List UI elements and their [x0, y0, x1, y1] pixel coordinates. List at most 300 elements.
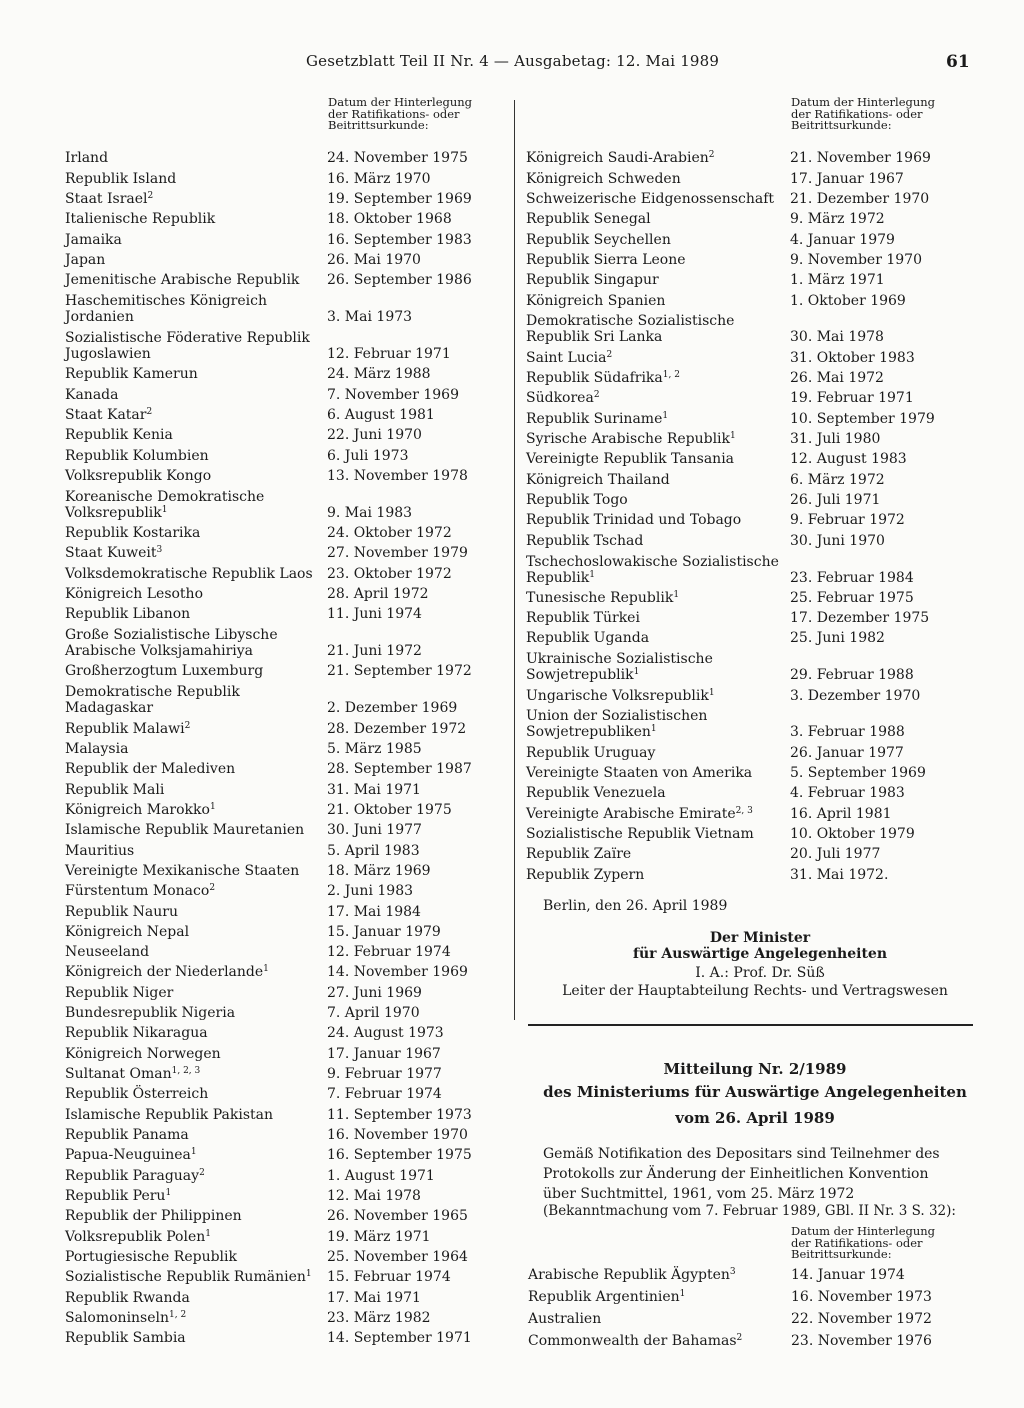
party-name: Vereinigte Arabische Emirate$^{2, 3}$ [526, 805, 753, 822]
footnote-marker: 1 [650, 724, 657, 735]
party-name: Republik Sambia [65, 1330, 186, 1347]
footnote-marker: 2 [736, 1333, 743, 1343]
deposit-date: 16. April 1981 [790, 805, 892, 822]
list-item [65, 1287, 505, 1307]
party-name: Vereinigte Mexikanische Staaten [65, 862, 300, 879]
party-name: Koreanische Demokratische Volksrepublik$^1$ [65, 488, 265, 521]
party-name: Japan [65, 251, 106, 268]
deposit-date: 19. März 1971 [327, 1228, 431, 1245]
deposit-date: 13. November 1978 [327, 467, 468, 484]
notice-body-line: über Suchtmittel, 1961, vom 25. März 1972 [543, 1186, 855, 1202]
notice-column-header: Datum der Hinterlegung der Ratifikations- oder Beitrittsurkunde: [791, 1224, 936, 1261]
list-item [65, 1308, 505, 1328]
list-item [526, 270, 986, 290]
list-item [526, 551, 986, 588]
list-item [526, 706, 986, 743]
party-name: Republik Kostarika [65, 524, 201, 541]
party-name: Australien [528, 1311, 602, 1327]
list-item [65, 445, 505, 465]
footnote-marker: 1 [209, 801, 216, 812]
party-name: Königreich Norwegen [65, 1045, 221, 1062]
deposit-date: 11. September 1973 [327, 1106, 472, 1123]
party-name: Sozialistische Republik Vietnam [526, 826, 754, 843]
party-name: Ungarische Volksrepublik$^1$ [526, 687, 715, 704]
footnote-marker: 1, 2, 3 [171, 1066, 201, 1077]
party-name: Republik Kenia [65, 427, 173, 444]
party-name: Malaysia [65, 740, 129, 757]
party-name: Republik Uruguay [526, 744, 656, 761]
list-item [65, 1125, 505, 1145]
list-item [65, 229, 505, 249]
deposit-date: 18. Oktober 1968 [327, 211, 452, 228]
deposit-date: 9. Februar 1977 [327, 1066, 442, 1083]
party-name: Republik Niger [65, 984, 174, 1001]
deposit-date: 24. November 1975 [327, 150, 468, 167]
list-item [65, 1003, 505, 1023]
list-item [526, 449, 986, 469]
deposit-date: 1. Oktober 1969 [790, 292, 906, 309]
list-item [65, 1084, 505, 1104]
deposit-date: 31. Juli 1980 [790, 431, 881, 448]
party-name: Königreich Thailand [526, 471, 670, 488]
signatory-function: Leiter der Hauptabteilung Rechts- und Vertragswesen [562, 983, 948, 999]
deposit-date: 25. November 1964 [327, 1249, 468, 1266]
party-name: Bundesrepublik Nigeria [65, 1005, 236, 1022]
list-item [526, 311, 986, 348]
deposit-date: 21. November 1969 [790, 150, 931, 167]
list-item [65, 327, 505, 364]
party-name: Republik Seychellen [526, 231, 671, 248]
notice-body-line: Protokolls zur Änderung der Einheitlichen Konvention [543, 1166, 929, 1182]
party-name: Volksdemokratische Republik Laos [65, 565, 313, 582]
party-name: Staat Israel$^2$ [65, 190, 154, 207]
list-item [65, 800, 505, 820]
notice-date: vom 26. April 1989 [675, 1109, 835, 1127]
page-number: 61 [946, 52, 970, 72]
party-name: Republik Mali [65, 781, 165, 798]
party-name: Republik Panama [65, 1127, 189, 1144]
party-name: Tschechoslowakische Sozialistische Republik$^1$ [526, 553, 779, 586]
signatory-name: I. A.: Prof. Dr. Süß [695, 965, 825, 981]
deposit-date: 1. März 1971 [790, 272, 885, 289]
place-date: Berlin, den 26. April 1989 [543, 898, 728, 914]
notice-country-list [528, 1263, 978, 1351]
list-item [526, 864, 986, 884]
footnote-marker: 3 [729, 1267, 736, 1277]
party-name: Schweizerische Eidgenossenschaft [526, 190, 775, 207]
deposit-date: 5. September 1969 [790, 765, 926, 782]
deposit-date: 7. April 1970 [327, 1005, 420, 1022]
list-item [65, 739, 505, 759]
footnote-marker: 2 [184, 720, 191, 731]
footnote-marker: 1 [633, 667, 640, 678]
party-name: Republik Peru$^1$ [65, 1188, 172, 1205]
party-name: Republik Argentinien$^1$ [528, 1289, 686, 1305]
deposit-date: 30. Juni 1970 [790, 532, 885, 549]
list-item [528, 1307, 978, 1329]
deposit-date: 30. Mai 1978 [790, 329, 884, 346]
party-name: Königreich Spanien [526, 292, 666, 309]
list-item [65, 1145, 505, 1165]
deposit-date: 15. Januar 1979 [327, 923, 441, 940]
footnote-marker: 2 [209, 883, 216, 894]
party-name: Saint Lucia$^2$ [526, 349, 613, 366]
party-name: Königreich Marokko$^1$ [65, 801, 216, 818]
party-name: Republik Zaïre [526, 846, 632, 863]
party-name: Republik Türkei [526, 610, 640, 627]
party-name: Union der Sozialistischen Sowjetrepubliken$^1$ [526, 708, 708, 741]
party-name: Großherzogtum Luxemburg [65, 663, 264, 680]
party-name: Irland [65, 150, 109, 167]
footnote-marker: 1 [305, 1269, 312, 1280]
list-item [526, 742, 986, 762]
deposit-date: 15. Februar 1974 [327, 1269, 451, 1286]
list-item [65, 624, 505, 661]
party-name: Demokratische Republik Madagaskar [65, 684, 240, 717]
deposit-date: 20. Juli 1977 [790, 846, 881, 863]
party-name: Fürstentum Monaco$^2$ [65, 883, 216, 900]
deposit-date: 16. September 1983 [327, 231, 472, 248]
deposit-date: 9. Mai 1983 [327, 504, 413, 521]
list-item [526, 148, 986, 168]
list-item [65, 718, 505, 738]
list-item [526, 189, 986, 209]
deposit-date: 16. November 1973 [791, 1289, 932, 1305]
party-name: Republik Singapur [526, 272, 659, 289]
deposit-date: 24. Oktober 1972 [327, 524, 452, 541]
party-name: Italienische Republik [65, 211, 216, 228]
signatory-title: Der Minister [709, 930, 811, 946]
party-name: Vereinigte Staaten von Amerika [526, 765, 753, 782]
party-name: Königreich Nepal [65, 923, 190, 940]
list-item [65, 364, 505, 384]
party-name: Neuseeland [65, 944, 150, 961]
list-item [526, 824, 986, 844]
list-item [65, 466, 505, 486]
list-item [65, 820, 505, 840]
footnote-marker: 1 [165, 1188, 172, 1199]
party-name: Sozialistische Republik Rumänien$^1$ [65, 1269, 312, 1286]
list-item [526, 429, 986, 449]
deposit-date: 6. Juli 1973 [327, 447, 409, 464]
deposit-date: 6. März 1972 [790, 471, 885, 488]
party-name: Republik Paraguay$^2$ [65, 1167, 205, 1184]
deposit-date: 17. Mai 1984 [327, 903, 421, 920]
list-item [65, 759, 505, 779]
footnote-marker: 1, 2 [662, 370, 680, 381]
list-item [65, 1186, 505, 1206]
list-item [65, 779, 505, 799]
deposit-date: 28. Dezember 1972 [327, 720, 467, 737]
deposit-date: 14. November 1969 [327, 964, 468, 981]
list-item [65, 922, 505, 942]
party-name: Salomoninseln$^{1, 2}$ [65, 1310, 187, 1327]
list-item [65, 405, 505, 425]
list-item [526, 803, 986, 823]
deposit-date: 26. Mai 1970 [327, 251, 421, 268]
footnote-marker: 1 [190, 1147, 197, 1158]
deposit-date: 4. Februar 1983 [790, 785, 905, 802]
party-name: Staat Katar$^2$ [65, 406, 153, 423]
deposit-date: 26. Mai 1972 [790, 370, 884, 387]
deposit-date: 12. August 1983 [790, 451, 907, 468]
list-item [65, 982, 505, 1002]
deposit-date: 17. Januar 1967 [327, 1045, 441, 1062]
deposit-date: 14. September 1971 [327, 1330, 472, 1347]
party-name: Republik Togo [526, 492, 628, 509]
left-column-header: Datum der Hinterlegung der Ratifikations- oder Beitrittsurkunde: [328, 95, 473, 132]
party-name: Jamaika [65, 231, 122, 248]
party-name: Kanada [65, 386, 119, 403]
list-item [526, 685, 986, 705]
party-name: Vereinigte Republik Tansania [526, 451, 735, 468]
footnote-marker: 2, 3 [735, 805, 753, 816]
list-item [526, 628, 986, 648]
list-item [528, 1329, 978, 1351]
deposit-date: 19. September 1969 [327, 190, 472, 207]
list-item [65, 384, 505, 404]
footnote-marker: 1 [673, 589, 680, 600]
deposit-date: 5. März 1985 [327, 740, 422, 757]
party-name: Republik Trinidad und Tobago [526, 512, 742, 529]
deposit-date: 3. Mai 1973 [327, 309, 413, 326]
footnote-marker: 1 [205, 1228, 212, 1239]
footnote-marker: 1 [589, 569, 595, 580]
party-name: Islamische Republik Mauretanien [65, 822, 305, 839]
deposit-date: 29. Februar 1988 [790, 667, 914, 684]
section-rule [528, 1024, 973, 1026]
party-name: Staat Kuweit$^3$ [65, 545, 163, 562]
party-name: Syrische Arabische Republik$^1$ [526, 431, 736, 448]
list-item [526, 368, 986, 388]
signatory-ministry: für Auswärtige Angelegenheiten [632, 946, 888, 962]
party-name: Haschemitisches Königreich Jordanien [65, 293, 267, 326]
list-item [65, 584, 505, 604]
party-name: Commonwealth der Bahamas$^2$ [528, 1333, 743, 1349]
deposit-date: 28. April 1972 [327, 585, 429, 602]
list-item [528, 1285, 978, 1307]
party-name: Republik Nauru [65, 903, 178, 920]
deposit-date: 25. Februar 1975 [790, 589, 914, 606]
party-name: Republik Malawi$^2$ [65, 720, 191, 737]
party-name: Demokratische Sozialistische Republik Sri Lanka [526, 313, 735, 346]
deposit-date: 7. Februar 1974 [327, 1086, 442, 1103]
party-name: Papua-Neuguinea$^1$ [65, 1147, 197, 1164]
deposit-date: 19. Februar 1971 [790, 390, 914, 407]
deposit-date: 21. September 1972 [327, 663, 472, 680]
deposit-date: 2. Juni 1983 [327, 883, 414, 900]
list-item [526, 783, 986, 803]
list-item [65, 604, 505, 624]
list-item [526, 168, 986, 188]
deposit-date: 14. Januar 1974 [791, 1267, 905, 1283]
list-item [65, 1104, 505, 1124]
deposit-date: 17. Dezember 1975 [790, 610, 930, 627]
footnote-marker: 1 [662, 410, 669, 421]
deposit-date: 16. November 1970 [327, 1127, 468, 1144]
party-name: Jemenitische Arabische Republik [65, 272, 300, 289]
right-country-list [526, 148, 986, 885]
party-name: Republik Tschad [526, 532, 644, 549]
list-item [65, 486, 505, 523]
deposit-date: 10. September 1979 [790, 410, 935, 427]
deposit-date: 24. März 1988 [327, 366, 431, 383]
deposit-date: 9. November 1970 [790, 251, 922, 268]
footnote-marker: 1 [708, 687, 715, 698]
deposit-date: 27. November 1979 [327, 545, 468, 562]
party-name: Republik Kolumbien [65, 447, 209, 464]
deposit-date: 10. Oktober 1979 [790, 826, 915, 843]
footnote-marker: 3 [156, 545, 163, 556]
deposit-date: 5. April 1983 [327, 842, 420, 859]
deposit-date: 4. Januar 1979 [790, 231, 895, 248]
deposit-date: 28. September 1987 [327, 761, 472, 778]
deposit-date: 23. Februar 1984 [790, 569, 914, 586]
party-name: Republik Uganda [526, 630, 650, 647]
party-name: Ukrainische Sozialistische Sowjetrepublik$^1$ [526, 651, 713, 684]
list-item [65, 681, 505, 718]
party-name: Republik Kamerun [65, 366, 198, 383]
party-name: Tunesische Republik$^1$ [526, 589, 680, 606]
party-name: Republik Rwanda [65, 1289, 190, 1306]
deposit-date: 23. März 1982 [327, 1310, 431, 1327]
list-item [65, 962, 505, 982]
party-name: Republik Venezuela [526, 785, 666, 802]
deposit-date: 12. Februar 1971 [327, 345, 451, 362]
list-item [65, 250, 505, 270]
party-name: Mauritius [65, 842, 135, 859]
party-name: Königreich der Niederlande$^1$ [65, 964, 269, 981]
footnote-marker: 2 [147, 190, 154, 201]
footnote-marker: 2 [199, 1167, 205, 1178]
list-item [526, 347, 986, 367]
deposit-date: 22. November 1972 [791, 1311, 932, 1327]
list-item [526, 608, 986, 628]
list-item [65, 523, 505, 543]
list-item [65, 861, 505, 881]
deposit-date: 26. September 1986 [327, 272, 472, 289]
deposit-date: 12. Mai 1978 [327, 1188, 421, 1205]
deposit-date: 18. März 1969 [327, 862, 431, 879]
list-item [65, 942, 505, 962]
deposit-date: 31. Mai 1972. [790, 866, 889, 883]
footnote-marker: 2 [606, 349, 613, 360]
list-item [65, 840, 505, 860]
deposit-date: 21. Oktober 1975 [327, 801, 452, 818]
list-item [65, 209, 505, 229]
party-name: Große Sozialistische Libysche Arabische Volksjamahiriya [65, 627, 278, 660]
party-name: Sultanat Oman$^{1, 2, 3}$ [65, 1066, 201, 1083]
list-item [65, 168, 505, 188]
notice-body-line: Gemäß Notifikation des Depositars sind Teilnehmer des [543, 1146, 940, 1162]
party-name: Republik Libanon [65, 606, 191, 623]
deposit-date: 17. Mai 1971 [327, 1289, 421, 1306]
list-item [526, 510, 986, 530]
list-item [65, 881, 505, 901]
deposit-date: 3. Dezember 1970 [790, 687, 921, 704]
notice-issuer: des Ministeriums für Auswärtige Angelegenheiten [543, 1083, 967, 1101]
party-name: Republik Nikaragua [65, 1025, 208, 1042]
column-divider [514, 100, 515, 1020]
list-item [65, 901, 505, 921]
deposit-date: 25. Juni 1982 [790, 630, 885, 647]
deposit-date: 7. November 1969 [327, 386, 459, 403]
footnote-marker: 1 [679, 1289, 686, 1299]
party-name: Königreich Saudi-Arabien$^2$ [526, 150, 715, 167]
list-item [526, 250, 986, 270]
deposit-date: 3. Februar 1988 [790, 724, 905, 741]
deposit-date: 16. März 1970 [327, 170, 431, 187]
deposit-date: 21. Juni 1972 [327, 643, 422, 660]
party-name: Königreich Lesotho [65, 585, 203, 602]
list-item [526, 469, 986, 489]
deposit-date: 26. Juli 1971 [790, 492, 881, 509]
list-item [65, 1165, 505, 1185]
list-item [65, 1206, 505, 1226]
footnote-marker: 1 [263, 964, 269, 975]
list-item [65, 1247, 505, 1267]
deposit-date: 26. Januar 1977 [790, 744, 904, 761]
footnote-marker: 1 [161, 504, 168, 515]
party-name: Volksrepublik Kongo [65, 467, 212, 484]
list-item [528, 1263, 978, 1285]
footnote-marker: 1 [730, 431, 736, 442]
left-country-list [65, 148, 505, 1348]
deposit-date: 26. November 1965 [327, 1208, 468, 1225]
deposit-date: 31. Mai 1971 [327, 781, 421, 798]
deposit-date: 12. Februar 1974 [327, 944, 451, 961]
deposit-date: 17. Januar 1967 [790, 170, 904, 187]
deposit-date: 30. Juni 1977 [327, 822, 422, 839]
party-name: Südkorea$^2$ [526, 390, 600, 407]
footnote-marker: 2 [146, 406, 153, 417]
list-item [526, 588, 986, 608]
party-name: Republik Österreich [65, 1086, 209, 1103]
list-item [65, 148, 505, 168]
party-name: Republik Sierra Leone [526, 251, 686, 268]
deposit-date: 23. Oktober 1972 [327, 565, 452, 582]
list-item [65, 1267, 505, 1287]
party-name: Republik der Philippinen [65, 1208, 242, 1225]
list-item [65, 563, 505, 583]
party-name: Arabische Republik Ägypten$^3$ [528, 1267, 736, 1283]
list-item [526, 763, 986, 783]
list-item [65, 1023, 505, 1043]
deposit-date: 31. Oktober 1983 [790, 349, 915, 366]
deposit-date: 6. August 1981 [327, 406, 435, 423]
deposit-date: 21. Dezember 1970 [790, 190, 930, 207]
party-name: Republik der Malediven [65, 761, 236, 778]
party-name: Republik Island [65, 170, 177, 187]
party-name: Königreich Schweden [526, 170, 681, 187]
list-item [65, 1043, 505, 1063]
deposit-date: 16. September 1975 [327, 1147, 472, 1164]
footnote-marker: 2 [593, 390, 600, 401]
list-item [65, 543, 505, 563]
list-item [65, 661, 505, 681]
deposit-date: 1. August 1971 [327, 1167, 435, 1184]
list-item [65, 290, 505, 327]
notice-heading: Mitteilung Nr. 2/1989 [663, 1060, 847, 1078]
party-name: Portugiesische Republik [65, 1249, 237, 1266]
deposit-date: 9. März 1972 [790, 211, 885, 228]
list-item [526, 648, 986, 685]
deposit-date: 9. Februar 1972 [790, 512, 905, 529]
list-item [526, 408, 986, 428]
list-item [526, 530, 986, 550]
deposit-date: 22. Juni 1970 [327, 427, 422, 444]
list-item [65, 425, 505, 445]
